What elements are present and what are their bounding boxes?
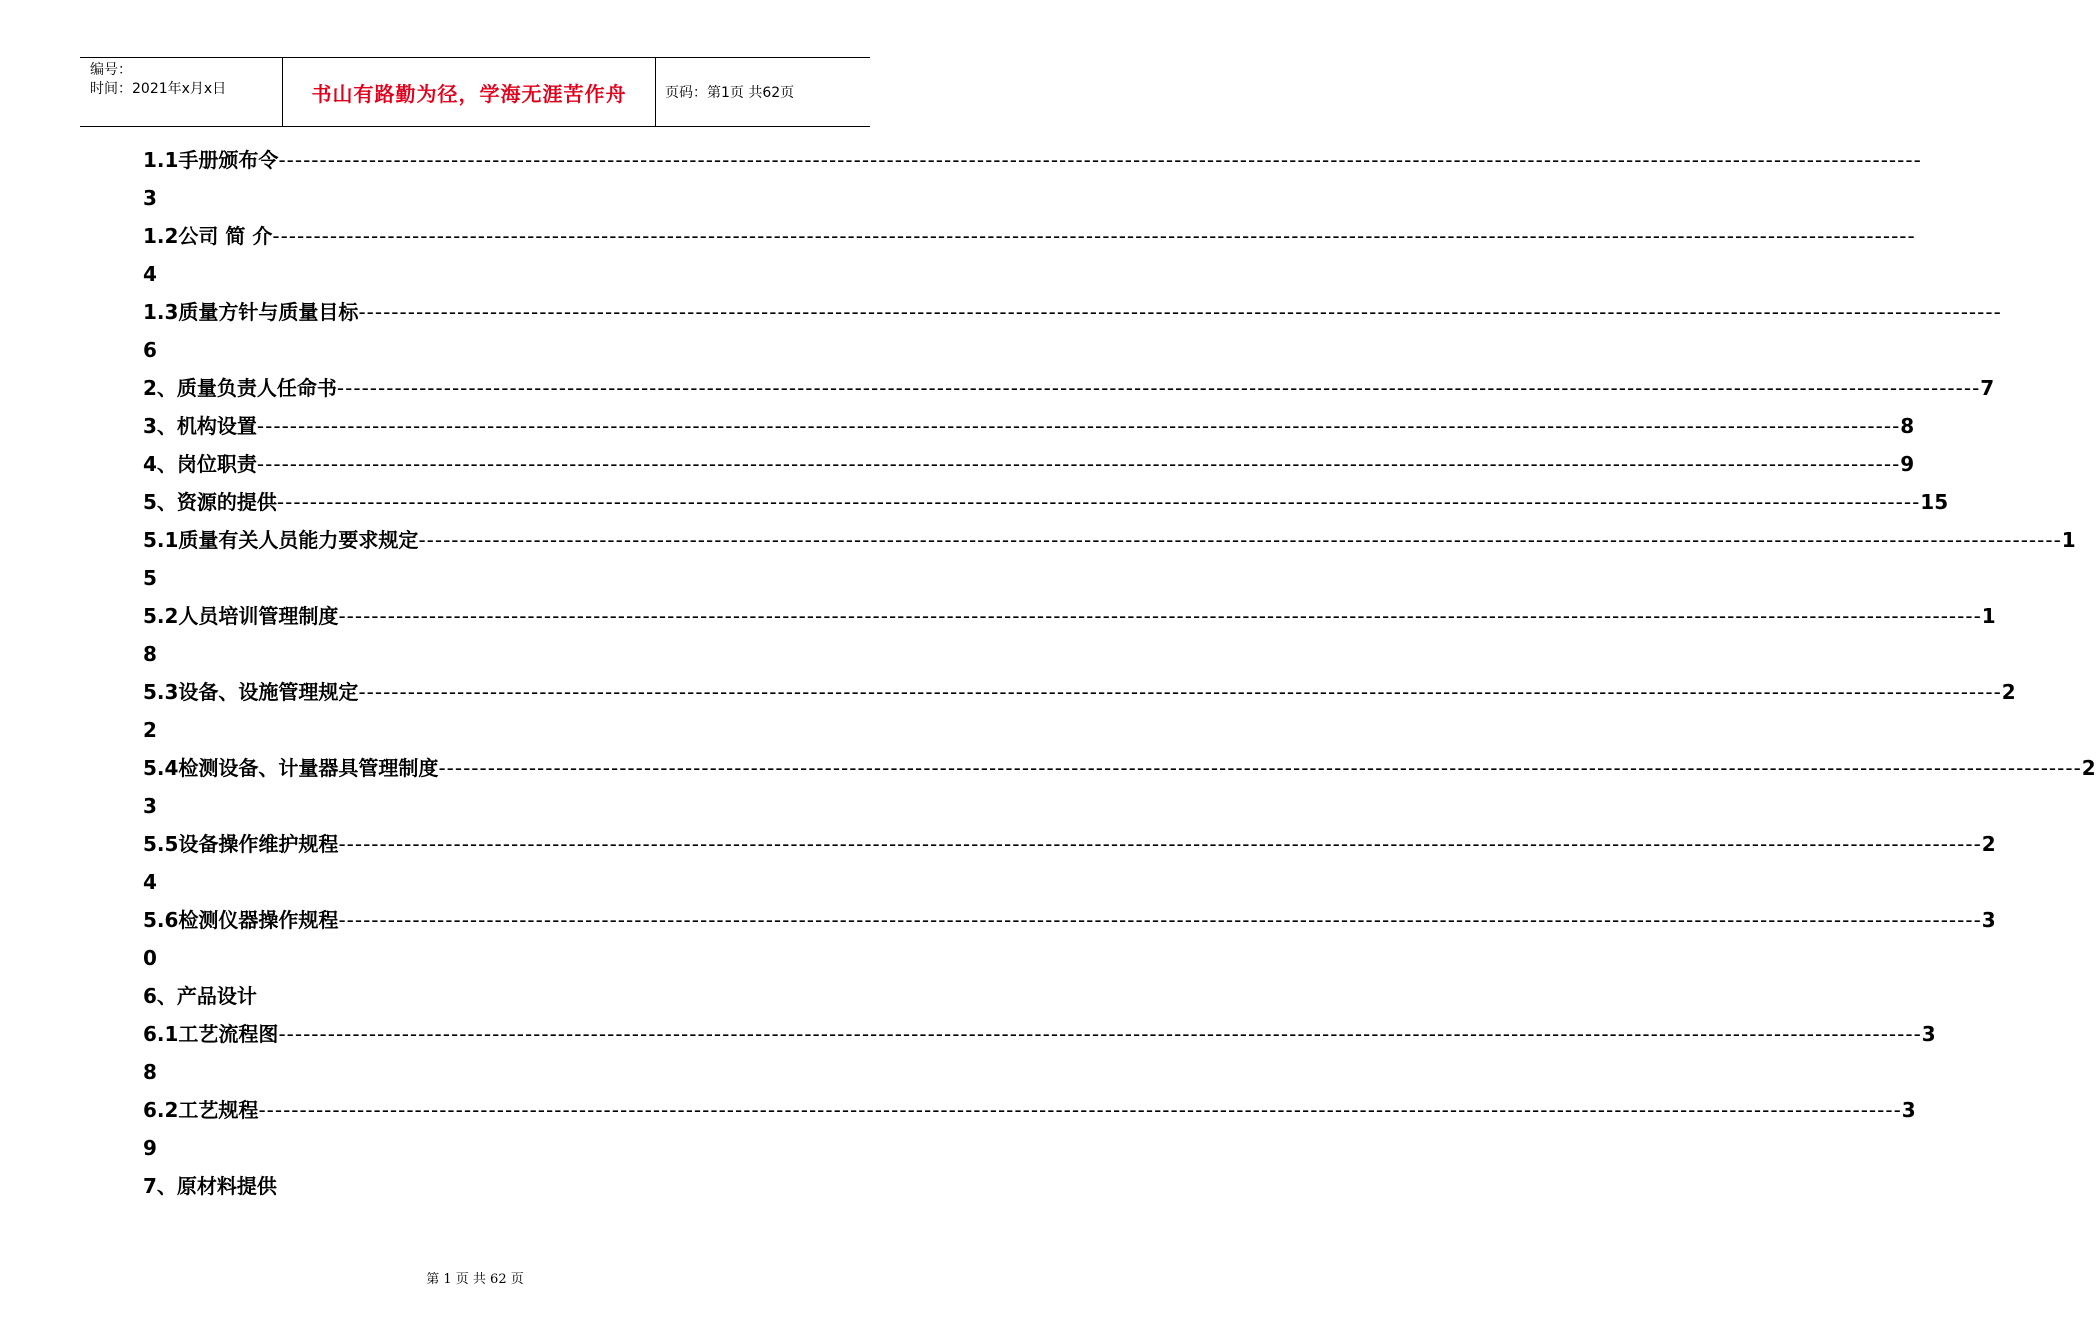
toc-entry — [143, 749, 2096, 787]
toc-entry-title: 4、岗位职责 — [143, 452, 257, 476]
toc-entry — [143, 825, 1996, 863]
toc-page-number: 1 — [2061, 528, 2076, 552]
toc-page-number-wrap: 6 — [143, 338, 157, 362]
toc-leader-dashes: -------------------------------------------------------------------------------------------------------------------------------------------------------------------------------------------------------- — [438, 756, 2082, 780]
header-page-cell — [656, 58, 870, 126]
toc-entry — [143, 1167, 808, 1205]
header-motto-cell — [283, 58, 656, 126]
toc-entry-title: 5.3设备、设施管理规定 — [143, 680, 359, 704]
toc-leader-dashes: -------------------------------------------------------------------------------------------------------------------------------------------------------------------------------------------------------- — [256, 414, 1901, 438]
toc-page-number: 2 — [1981, 832, 1996, 856]
toc-page-number-wrap: 5 — [143, 566, 157, 590]
toc-page-number: 2 — [2001, 680, 2016, 704]
toc-page-number: 2 — [2081, 756, 2096, 780]
toc-page-number-wrap: 4 — [143, 262, 157, 286]
toc-entry-title: 2、质量负责人任命书 — [143, 376, 337, 400]
toc-page-number: 3 — [1921, 1022, 1936, 1046]
toc-page-number-wrap: 8 — [143, 642, 157, 666]
header-motto: 书山有路勤为径，学海无涯苦作舟 — [311, 81, 627, 106]
toc-page-number: 3 — [1901, 1098, 1916, 1122]
toc-leader-dashes: -------------------------------------------------------------------------------------------------------------------------------------------------------------------------------------------------------- — [338, 908, 1982, 932]
toc-page-number: 15 — [1920, 490, 1949, 514]
toc-page-number: 8 — [1900, 414, 1915, 438]
toc-entry-title: 1.1手册颁布令 — [143, 148, 279, 172]
toc-leader-dashes: -------------------------------------------------------------------------------------------------------------------------------------------------------------------------------------------------------- — [358, 300, 2002, 324]
header-page-info: 页码：第1页 共62页 — [665, 85, 795, 101]
toc-entry — [143, 597, 1996, 635]
toc-entry-title: 3、机构设置 — [143, 414, 257, 438]
toc-entry-title: 7、原材料提供 — [143, 1174, 277, 1198]
toc-leader-dashes: -------------------------------------------------------------------------------------------------------------------------------------------------------------------------------------------------------- — [336, 376, 1981, 400]
toc-entry — [143, 407, 1915, 445]
toc-page-number-wrap: 8 — [143, 1060, 157, 1084]
toc-leader-dashes: -------------------------------------------------------------------------------------------------------------------------------------------------------------------------------------------------------- — [276, 490, 1921, 514]
toc-leader-dashes: -------------------------------------------------------------------------------------------------------------------------------------------------------------------------------------------------------- — [258, 1098, 1902, 1122]
toc-entry — [143, 483, 1949, 521]
toc-entry — [143, 901, 1996, 939]
page-header — [80, 57, 870, 127]
header-info-cell — [80, 58, 283, 126]
toc-page-number-wrap: 4 — [143, 870, 157, 894]
toc-leader-dashes: -------------------------------------------------------------------------------------------------------------------------------------------------------------------------------------------------------- — [272, 224, 1916, 248]
toc-entry-title: 6.1工艺流程图 — [143, 1022, 279, 1046]
toc-leader-dashes: -------------------------------------------------------------------------------------------------------------------------------------------------------------------------------------------------------- — [338, 832, 1982, 856]
toc-page-number-wrap: 3 — [143, 186, 157, 210]
toc-entry — [143, 1091, 1916, 1129]
toc-entry-title: 1.3质量方针与质量目标 — [143, 300, 359, 324]
toc-entry — [143, 521, 2076, 559]
toc-entry — [143, 217, 1916, 255]
toc-entry — [143, 141, 1922, 179]
toc-entry-title: 5、资源的提供 — [143, 490, 277, 514]
toc-entry — [143, 445, 1915, 483]
toc-entry — [143, 673, 2016, 711]
toc-entry — [143, 293, 2002, 331]
toc-leader-dashes: -------------------------------------------------------------------------------------------------------------------------------------------------------------------------------------------------------- — [256, 452, 1901, 476]
toc-entry-title: 5.4检测设备、计量器具管理制度 — [143, 756, 439, 780]
table-of-contents — [143, 141, 2096, 1205]
toc-leader-dashes: -------------------------------------------------------------------------------------------------------------------------------------------------------------------------------------------------------- — [358, 680, 2002, 704]
document-number-label: 编号： — [90, 62, 132, 78]
toc-page-number-wrap: 2 — [143, 718, 157, 742]
toc-entry-title: 6、产品设计 — [143, 984, 257, 1008]
toc-entry-title: 5.1质量有关人员能力要求规定 — [143, 528, 419, 552]
toc-leader-dashes: -------------------------------------------------------------------------------------------------------------------------------------------------------------------------------------------------------- — [418, 528, 2062, 552]
toc-entry-title: 5.6检测仪器操作规程 — [143, 908, 339, 932]
toc-leader-dashes: -------------------------------------------------------------------------------------------------------------------------------------------------------------------------------------------------------- — [278, 1022, 1922, 1046]
toc-entry-title: 5.5设备操作维护规程 — [143, 832, 339, 856]
toc-page-number-wrap: 3 — [143, 794, 157, 818]
toc-page-number-wrap: 0 — [143, 946, 157, 970]
toc-page-number: 3 — [1981, 908, 1996, 932]
document-date-label: 时间：2021年x月x日 — [90, 81, 227, 97]
toc-entry-title: 5.2人员培训管理制度 — [143, 604, 339, 628]
toc-entry — [143, 1015, 1936, 1053]
toc-entry — [143, 977, 808, 1015]
page-footer: 第 1 页 共 62 页 — [426, 1272, 524, 1287]
toc-leader-dashes: -------------------------------------------------------------------------------------------------------------------------------------------------------------------------------------------------------- — [278, 148, 1922, 172]
toc-page-number: 9 — [1900, 452, 1915, 476]
toc-entry — [143, 369, 1995, 407]
toc-page-number-wrap: 9 — [143, 1136, 157, 1160]
toc-entry-title: 1.2公司 简 介 — [143, 224, 273, 248]
toc-page-number: 1 — [1981, 604, 1996, 628]
toc-leader-dashes: -------------------------------------------------------------------------------------------------------------------------------------------------------------------------------------------------------- — [338, 604, 1982, 628]
toc-page-number: 7 — [1980, 376, 1995, 400]
toc-entry-title: 6.2工艺规程 — [143, 1098, 259, 1122]
